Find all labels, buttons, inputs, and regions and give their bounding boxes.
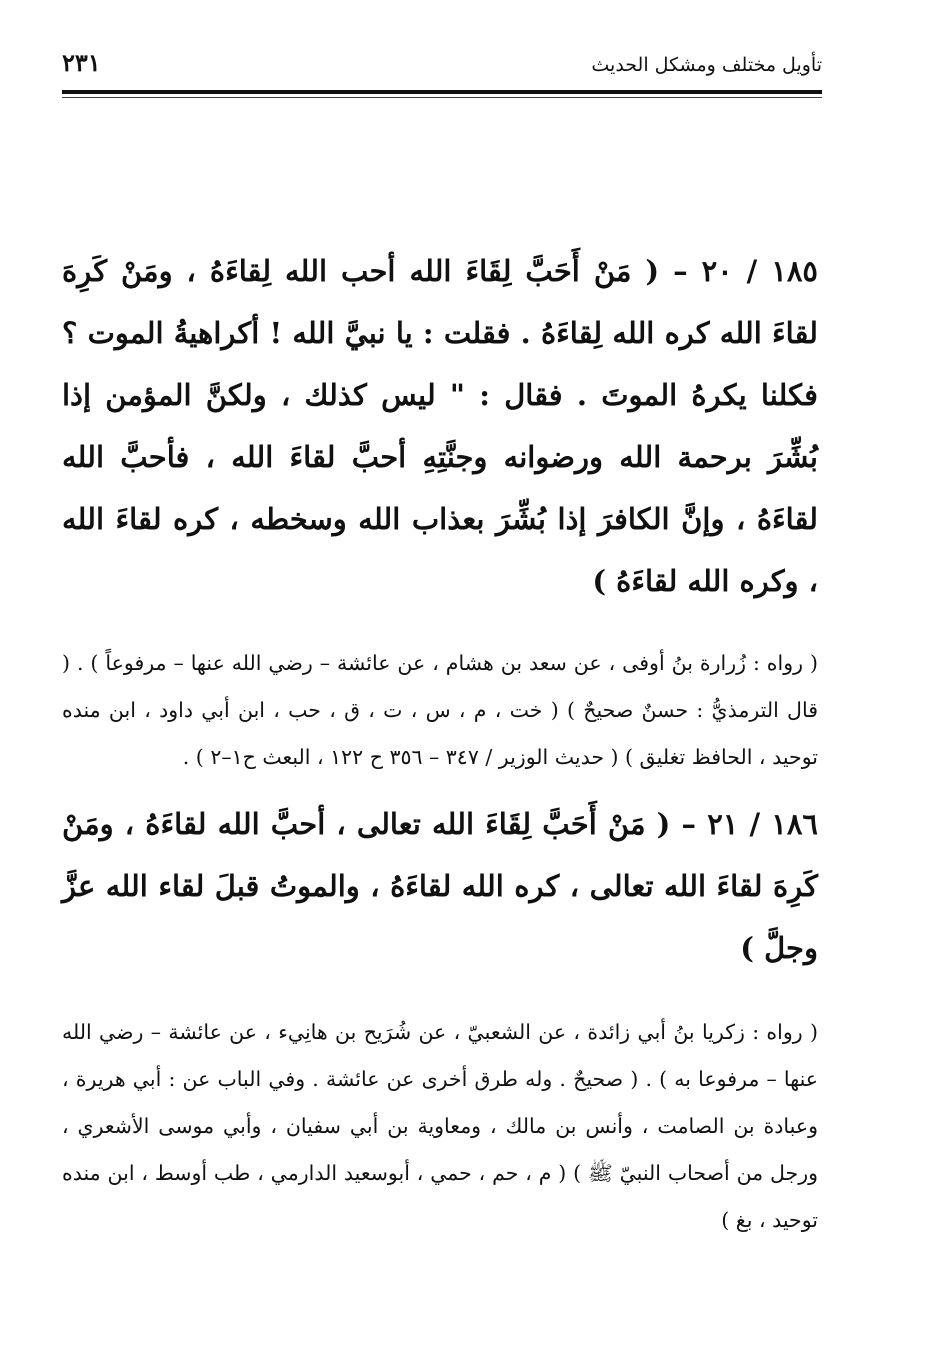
page-number: ٢٣١ xyxy=(62,48,101,77)
hadith-source-186: ( رواه : زكريا بنُ أبي زائدة ، عن الشعبيّ ، عن شُرَيح بن هانِيء ، عن عائشة – رضي الله عنها – مرفوعا به ) . ( صحيحٌ . وله طرق أخرى عن عائشة . وفي الباب عن : أبي هريرة ، وعبادة بن الصامت ، وأنس بن مالك ، ومعاوية بن أبي سفيان ، وأبي موسى الأشعري ، ورجل من أصحاب النبيّ ﷺ ) ( م ، حم ، حمي ، أبوسعيد الدارمي ، طب أوسط ، ابن منده توحيد ، بغ ) xyxy=(62,1020,818,1232)
running-header xyxy=(62,44,822,90)
hadith-source-185: ( رواه : زُرارة بنُ أوفى ، عن سعد بن هشام ، عن عائشة – رضي الله عنها – مرفوعاً ) . ( قال الترمذيُّ : حسنٌ صحيحٌ ) ( خت ، م ، س ، ت ، ق ، حب ، ابن أبي داود ، ابن منده توحيد ، الحافظ تغليق ) ( حديث الوزير / ٣٤٧ – ٣٥٦ ح ١٢٢ ، البعث ح١–٢ ) . xyxy=(62,651,818,769)
header-rule-thin xyxy=(62,97,822,98)
page-body xyxy=(62,240,818,1244)
hadith-text-186: ١٨٦ / ٢١ – ( مَنْ أَحَبَّ لِقَاءَ الله تعالى ، أحبَّ الله لقاءَهُ ، ومَنْ كَرِهَ لقاءَ الله تعالى ، كره الله لقاءَهُ ، والموتُ قبلَ لقاء الله عزَّ وجلَّ ) xyxy=(62,807,818,965)
hadith-text-185: ١٨٥ / ٢٠ – ( مَنْ أَحَبَّ لِقَاءَ الله أحب الله لِقاءَهُ ، ومَنْ كَرِهَ لقاءَ الله كره الله لِقاءَهُ . فقلت : يا نبيَّ الله ! أكراهيةُ الموت ؟ فكلنا يكرهُ الموتَ . فقال : " ليس كذلك ، ولكنَّ المؤمن إذا بُشِّرَ برحمة الله ورضوانه وجنَّتِهِ أحبَّ لقاءَ الله ، فأحبَّ الله لقاءَهُ ، وإنَّ الكافرَ إذا بُشِّرَ بعذاب الله وسخطه ، كره لقاءَ الله ، وكره الله لقاءَهُ ) xyxy=(62,254,818,598)
book-title: تأويل مختلف ومشكل الحديث xyxy=(591,54,822,76)
header-rule-thick xyxy=(62,90,822,94)
